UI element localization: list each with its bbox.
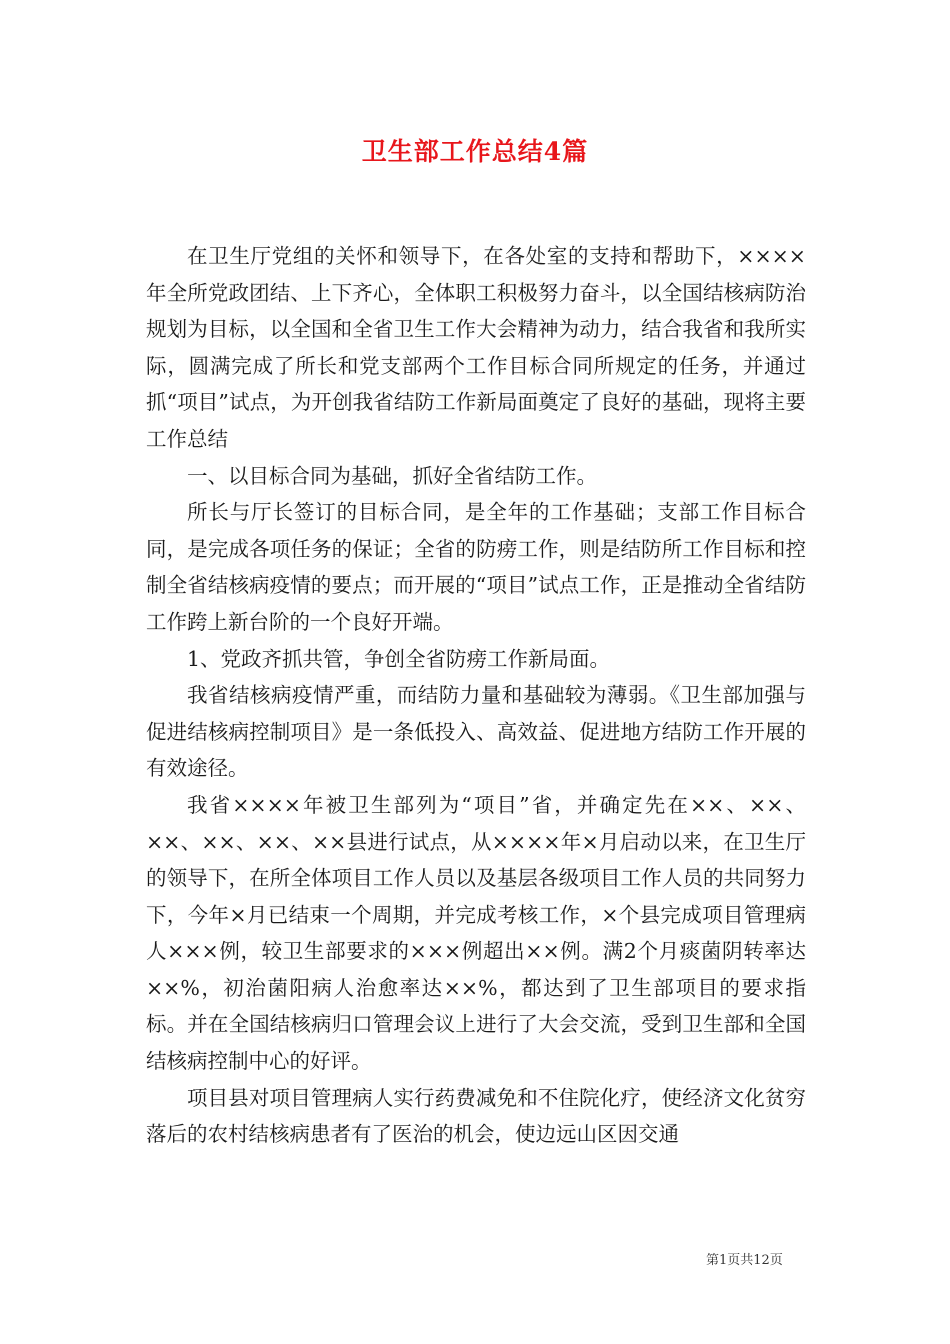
- document-body: [146, 238, 806, 1153]
- paragraph-intro: 在卫生厅党组的关怀和领导下，在各处室的支持和帮助下，××××年全所党政团结、上下齐心，全体职工积极努力奋斗，以全国结核病防治规划为目标，以全国和全省卫生工作大会精神为动力，结合我省和我所实际，圆满完成了所长和党支部两个工作目标合同所规定的任务，并通过抓“项目”试点，为开创我省结防工作新局面奠定了良好的基础，现将主要工作总结: [146, 244, 806, 451]
- paragraph-subheading-1: 1、党政齐抓共管，争创全省防痨工作新局面。: [187, 646, 611, 671]
- paragraph-project-results: 我省××××年被卫生部列为“项目”省，并确定先在××、××、××、××、××、××县进行试点，从××××年×月启动以来，在卫生厅的领导下，在所全体项目工作人员以及基层各级项目工作人员的共同努力下，今年×月已结束一个周期，并完成考核工作，×个县完成项目管理病人×××例，较卫生部要求的×××例超出××例。满2个月痰菌阴转率达××%，初治菌阳病人治愈率达××%，都达到了卫生部项目的要求指标。并在全国结核病归口管理会议上进行了大会交流，受到卫生部和全国结核病控制中心的好评。: [146, 792, 806, 1074]
- document-title: 卫生部工作总结4篇: [361, 137, 589, 166]
- paragraph-epidemic-situation: 我省结核病疫情严重，而结防力量和基础较为薄弱。《卫生部加强与促进结核病控制项目》是一条低投入、高效益、促进地方结防工作开展的有效途径。: [146, 683, 806, 781]
- paragraph-section-heading-1: 一、以目标合同为基础，抓好全省结防工作。: [187, 463, 597, 488]
- paragraph-target-contract: 所长与厅长签订的目标合同，是全年的工作基础；支部工作目标合同，是完成各项任务的保证；全省的防痨工作，则是结防所工作目标和控制全省结核病疫情的要点；而开展的“项目”试点工作，正是推动全省结防工作跨上新台阶的一个良好开端。: [146, 500, 806, 634]
- page-number-footer: 第1页共12页: [706, 1253, 783, 1268]
- paragraph-project-counties: 项目县对项目管理病人实行药费减免和不住院化疗，使经济文化贫穷落后的农村结核病患者有了医治的机会，使边远山区因交通: [146, 1085, 806, 1147]
